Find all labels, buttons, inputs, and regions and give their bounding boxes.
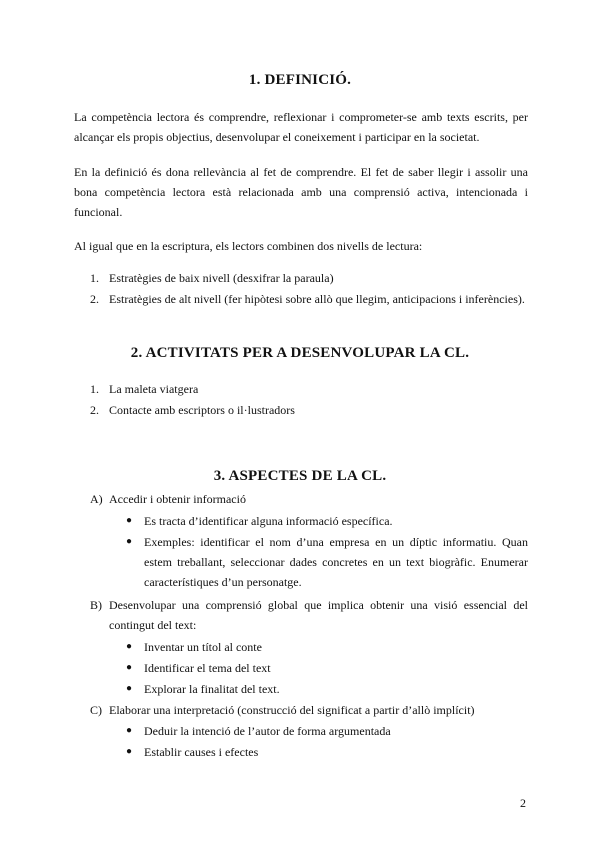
page-number: 2 bbox=[520, 796, 526, 810]
list-number: 2. bbox=[90, 403, 99, 417]
aspect-letter: A) bbox=[90, 492, 103, 506]
bullet-item bbox=[126, 532, 528, 592]
bullet-icon: ● bbox=[126, 641, 133, 652]
bullet-icon: ● bbox=[126, 515, 133, 526]
bullet-text: Inventar un títol al conte bbox=[144, 640, 262, 654]
bullet-text: Exemples: identificar el nom d’una empresa en un díptic informatiu. Quan estem treballant, seleccionar dades concretes en un text biogràfic. Enumerar característiques d’un personatge. bbox=[144, 535, 528, 589]
aspect-item-a bbox=[90, 489, 528, 509]
bullet-text: Identificar el tema del text bbox=[144, 661, 271, 675]
bullet-text: Explorar la finalitat del text. bbox=[144, 682, 280, 696]
aspect-item-c bbox=[90, 700, 528, 720]
aspect-text: Accedir i obtenir informació bbox=[109, 492, 246, 506]
section-1-heading: 1. DEFINICIÓ. bbox=[248, 72, 352, 88]
section-3-heading: 3. ASPECTES DE LA CL. bbox=[213, 468, 387, 484]
levels-list-item bbox=[90, 289, 528, 309]
bullet-icon: ● bbox=[126, 536, 133, 547]
list-item-text: La maleta viatgera bbox=[109, 382, 199, 396]
bullet-text: Deduir la intenció de l’autor de forma argumentada bbox=[144, 724, 391, 738]
list-number: 1. bbox=[90, 271, 99, 285]
paragraph-levels-intro: Al igual que en la escriptura, els lectors combinen dos nivells de lectura: bbox=[74, 239, 423, 253]
bullet-item bbox=[126, 679, 528, 699]
aspect-item-b bbox=[90, 595, 528, 635]
list-number: 2. bbox=[90, 292, 99, 306]
paragraph-relevance: En la definició és dona rellevància al fet de comprendre. El fet de saber llegir i assolir una bona competència lectora està relacionada amb una comprensió activa, intencionada i funcional. bbox=[74, 165, 528, 219]
list-number: 1. bbox=[90, 382, 99, 396]
aspect-text: Elaborar una interpretació (construcció del significat a partir d’allò implícit) bbox=[109, 703, 475, 717]
bullet-icon: ● bbox=[126, 683, 133, 694]
bullet-item bbox=[126, 658, 528, 678]
list-item-text: Estratègies de alt nivell (fer hipòtesi sobre allò que llegim, anticipacions i inferències). bbox=[109, 292, 525, 306]
bullet-text: Es tracta d’identificar alguna informació específica. bbox=[144, 514, 393, 528]
section-2-heading: 2. ACTIVITATS PER A DESENVOLUPAR LA CL. bbox=[130, 345, 470, 361]
activities-list-item bbox=[90, 400, 528, 420]
levels-list-item bbox=[90, 268, 528, 288]
list-item-text: Contacte amb escriptors o il·lustradors bbox=[109, 403, 295, 417]
aspect-letter: B) bbox=[90, 598, 102, 612]
list-item-text: Estratègies de baix nivell (desxifrar la paraula) bbox=[109, 271, 334, 285]
bullet-item bbox=[126, 742, 528, 762]
bullet-item bbox=[126, 637, 528, 657]
bullet-item bbox=[126, 721, 528, 741]
bullet-icon: ● bbox=[126, 662, 133, 673]
aspect-letter: C) bbox=[90, 703, 102, 717]
bullet-icon: ● bbox=[126, 746, 133, 757]
activities-list-item bbox=[90, 379, 528, 399]
bullet-icon: ● bbox=[126, 725, 133, 736]
bullet-item bbox=[126, 511, 528, 531]
bullet-text: Establir causes i efectes bbox=[144, 745, 259, 759]
aspect-text: Desenvolupar una comprensió global que implica obtenir una visió essencial del contingut del text: bbox=[109, 598, 528, 632]
paragraph-definition: La competència lectora és comprendre, reflexionar i comprometer-se amb texts escrits, per alcançar els propis objectius, desenvolupar el coneixement i participar en la societat. bbox=[74, 110, 528, 144]
